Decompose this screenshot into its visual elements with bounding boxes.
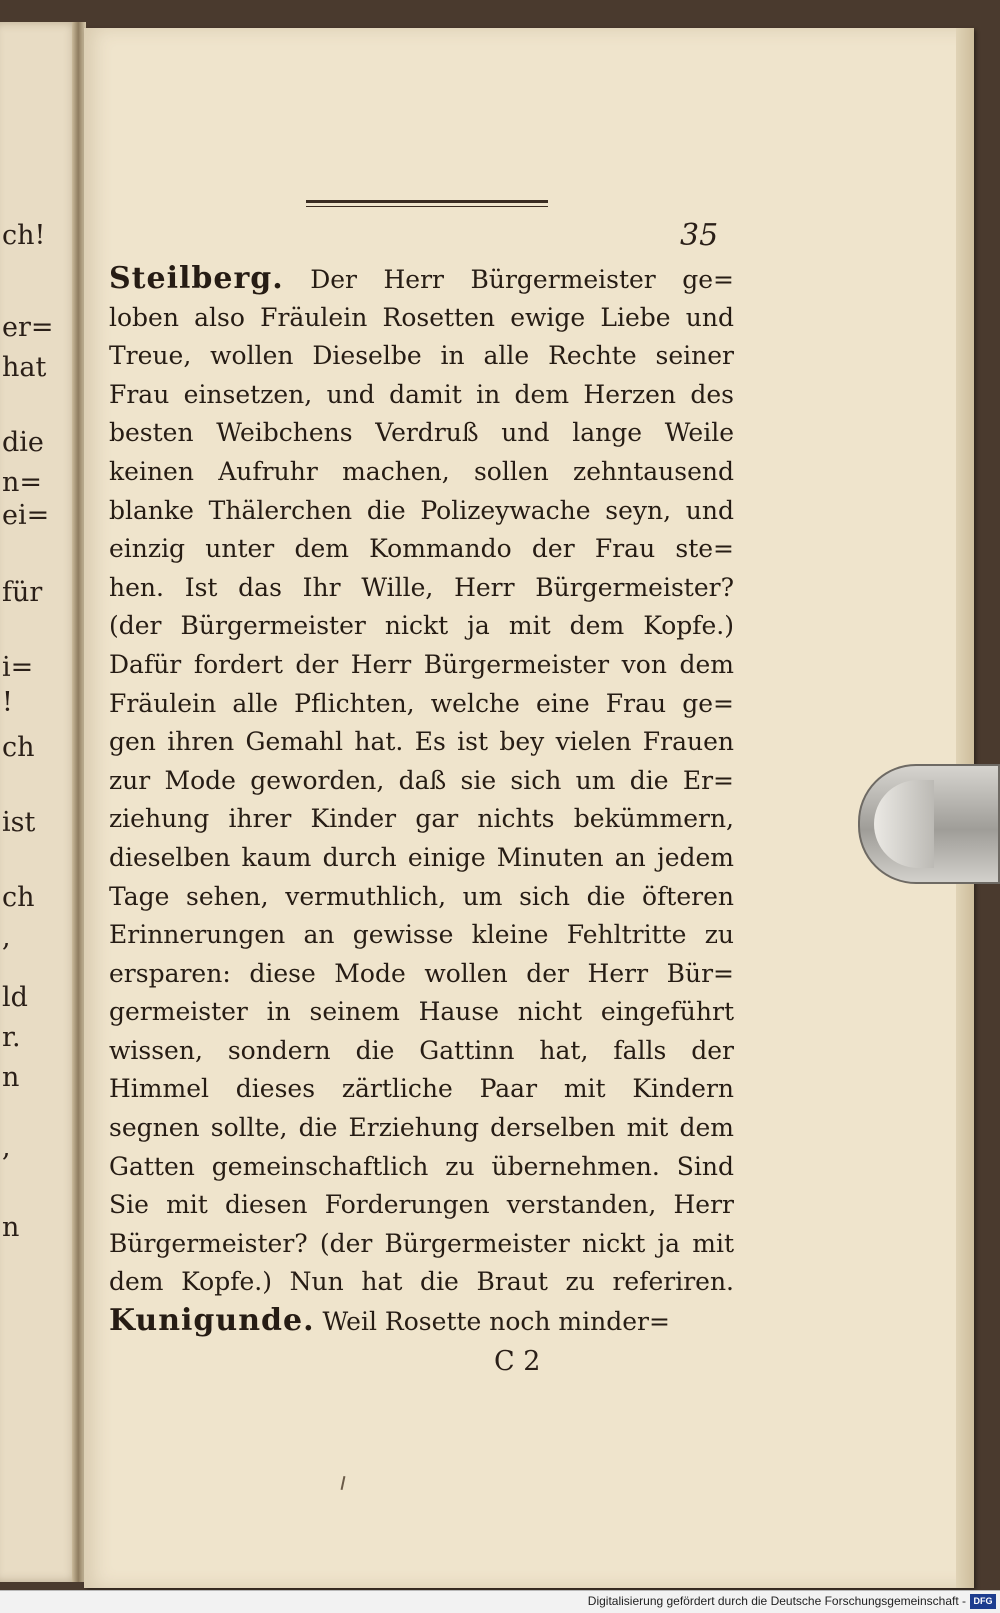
text-line [109, 376, 734, 415]
text-line [109, 260, 734, 299]
left-page-fragment: , [2, 1132, 11, 1163]
page-number: 35 [680, 218, 719, 253]
line-text: Der Herr Bürgermeister ge= [310, 265, 734, 294]
text-line [109, 878, 734, 917]
line-text: germeister in seinem Hause nicht eingeführt [109, 997, 734, 1027]
text-line [109, 337, 734, 376]
page-tab-inner [874, 780, 934, 868]
left-page-fragment: die [2, 427, 44, 458]
left-page-fragment: ei= [2, 500, 50, 531]
text-line [109, 1263, 734, 1302]
left-page-fragment: ch [2, 882, 35, 913]
text-line [109, 1070, 734, 1109]
line-text: Bürgermeister? (der Bürgermeister nickt ja mit [109, 1228, 734, 1258]
left-page-fragment: ch [2, 732, 35, 763]
left-page-fragment: r. [2, 1022, 21, 1053]
line-text: Treue, wollen Dieselbe in alle Rechte seiner [109, 341, 734, 371]
book-page [84, 28, 974, 1588]
line-text: wissen, sondern die Gattinn hat, falls der [109, 1035, 734, 1065]
line-text: Fräulein alle Pflichten, welche eine Frau ge= [109, 688, 734, 718]
line-text: ersparen: diese Mode wollen der Herr Bür= [109, 958, 734, 988]
text-line [109, 569, 734, 608]
text-line [109, 723, 734, 762]
text-line [109, 1225, 734, 1264]
left-page-fragment: n [2, 1212, 20, 1243]
line-text: dieselben kaum durch einige Minuten an jedem [109, 842, 734, 872]
text-line [109, 839, 734, 878]
text-line [109, 685, 734, 724]
text-line [109, 993, 734, 1032]
page-tab[interactable] [858, 764, 1000, 884]
line-text: Sie mit diesen Forderungen verstanden, Herr [109, 1190, 734, 1220]
left-page-fragment: für [2, 577, 43, 608]
text-line [109, 800, 734, 839]
footer-bar [0, 1590, 1000, 1613]
left-page-fragment: i= [2, 652, 34, 683]
text-line [109, 607, 734, 646]
line-text: (der Bürgermeister nickt ja mit dem Kopfe.) [109, 611, 734, 641]
text-line [109, 530, 734, 569]
line-text: hen. Ist das Ihr Wille, Herr Bürgermeister? [109, 572, 734, 602]
text-line [109, 453, 734, 492]
line-text: besten Weibchens Verdruß und lange Weile [109, 418, 734, 448]
left-page-fragment: er= [2, 312, 54, 343]
text-line [109, 1109, 734, 1148]
line-text: keinen Aufruhr machen, sollen zehntausend [109, 456, 734, 486]
text-line [109, 299, 734, 338]
left-page-fragment: n [2, 1062, 20, 1093]
speaker-name: Kunigunde. [109, 1303, 315, 1339]
line-text: zur Mode geworden, daß sie sich um die Er= [109, 765, 734, 795]
text-line [109, 916, 734, 955]
line-text: Weil Rosette noch minder= [322, 1307, 670, 1337]
footer-credit: Digitalisierung gefördert durch die Deutsche Forschungsgemeinschaft - [587, 1594, 966, 1608]
left-page-fragment: hat [2, 352, 47, 383]
signature-mark: C 2 [494, 1346, 541, 1377]
previous-page-edge [0, 22, 80, 1582]
line-text: loben also Fräulein Rosetten ewige Liebe und [109, 302, 734, 332]
line-text: gen ihren Gemahl hat. Es ist bey vielen Frauen [109, 727, 734, 757]
header-rule [306, 200, 548, 207]
ink-mark [341, 1476, 346, 1490]
line-text: ziehung ihrer Kinder gar nichts bekümmern, [109, 804, 734, 834]
speaker-name: Steilberg. [109, 261, 284, 296]
text-block [109, 260, 734, 1341]
left-page-fragment: ld [2, 982, 28, 1013]
text-line [109, 1032, 734, 1071]
text-line [109, 1186, 734, 1225]
left-page-fragment: n= [2, 467, 43, 498]
line-text: segnen sollte, die Erziehung derselben mit dem [109, 1113, 734, 1143]
left-page-fragment: ist [2, 807, 36, 838]
left-page-fragment: ! [2, 687, 13, 718]
text-line [109, 1302, 734, 1341]
line-text: Tage sehen, vermuthlich, um sich die öfteren [109, 881, 734, 911]
line-text: blanke Thälerchen die Polizeywache seyn, und [109, 495, 734, 525]
line-text: dem Kopfe.) Nun hat die Braut zu referiren. [109, 1267, 734, 1297]
line-text: Himmel dieses zärtliche Paar mit Kindern [109, 1074, 734, 1104]
text-line [109, 492, 734, 531]
line-text: Erinnerungen an gewisse kleine Fehltritte zu [109, 920, 734, 950]
text-line [109, 414, 734, 453]
text-line [109, 955, 734, 994]
line-text: Dafür fordert der Herr Bürgermeister von dem [109, 649, 734, 679]
left-page-fragment: ch! [2, 220, 46, 251]
line-text: Frau einsetzen, und damit in dem Herzen des [109, 379, 734, 409]
text-line [109, 646, 734, 685]
line-text: Gatten gemeinschaftlich zu übernehmen. Sind [109, 1151, 734, 1181]
line-text: einzig unter dem Kommando der Frau ste= [109, 534, 734, 564]
left-page-fragment: , [2, 922, 11, 953]
text-line [109, 762, 734, 801]
dfg-logo: DFG [970, 1594, 996, 1609]
text-line [109, 1148, 734, 1187]
